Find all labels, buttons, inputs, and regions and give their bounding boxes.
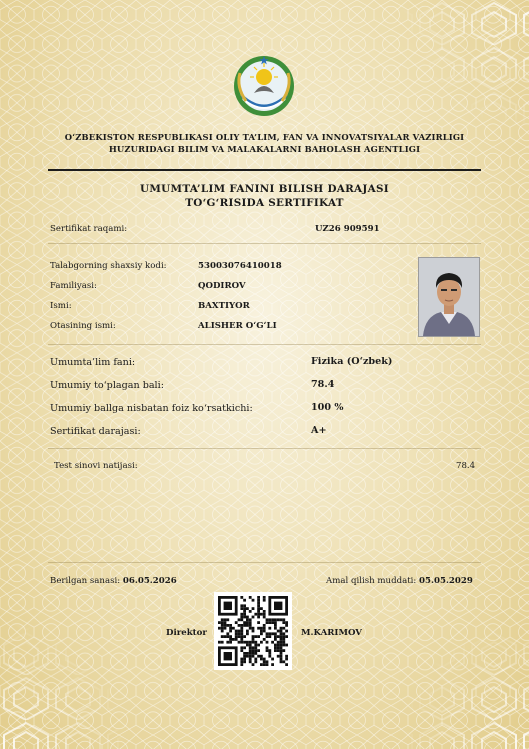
certificate-title-line-2: TO‘G‘RISIDA SERTIFIKAT xyxy=(185,197,344,209)
surname-value: QODIROV xyxy=(198,281,246,291)
valid-until-label: Amal qilish muddati: xyxy=(326,576,417,586)
percent-label: Umumiy ballga nisbatan foiz ko‘rsatkichi: xyxy=(50,403,253,414)
grade-label: Sertifikat darajasi: xyxy=(50,426,141,437)
header-divider xyxy=(48,169,481,171)
surname-label: Familiyasi: xyxy=(50,281,97,291)
issued-date-label: Berilgan sanasi: xyxy=(50,576,121,586)
score-label: Umumiy to‘plagan bali: xyxy=(50,380,164,391)
issued-date-value: 06.05.2026 xyxy=(122,576,177,586)
candidate-id-label: Talabgorning shaxsiy kodi: xyxy=(50,261,167,271)
certificate-number-label: Sertifikat raqami: xyxy=(50,224,128,234)
certificate-title-line-1: UMUMTA’LIM FANINI BILISH DARAJASI xyxy=(140,183,389,195)
director-name: M.KARIMOV xyxy=(301,628,362,638)
issued-date xyxy=(50,576,177,586)
test-result-value: 78.4 xyxy=(456,461,476,471)
divider xyxy=(48,344,481,345)
valid-until xyxy=(326,576,473,586)
subject-label: Umumta’lim fani: xyxy=(50,357,136,368)
candidate-id-value: 53003076410018 xyxy=(198,261,282,271)
certificate-number-value: UZ26 909591 xyxy=(315,224,380,234)
divider xyxy=(48,448,481,449)
director-label: Direktor xyxy=(166,628,207,638)
name-value: BAXTIYOR xyxy=(198,301,250,311)
grade-value: A+ xyxy=(311,425,327,436)
patronymic-label: Otasining ismi: xyxy=(50,321,116,331)
candidate-photo xyxy=(418,257,480,337)
test-result-label: Test sinovi natijasi: xyxy=(54,461,138,471)
score-value: 78.4 xyxy=(311,379,335,390)
divider xyxy=(48,243,481,244)
divider xyxy=(48,562,481,563)
qr-code-icon xyxy=(214,592,292,670)
percent-value: 100 % xyxy=(311,402,344,413)
agency-line-1: O‘ZBEKISTON RESPUBLIKASI OLIY TA’LIM, FAN VA INNOVATSIYALAR VAZIRLIGI xyxy=(64,132,465,142)
valid-until-value: 05.05.2029 xyxy=(419,576,473,586)
patronymic-value: ALISHER O‘G‘LI xyxy=(198,321,277,331)
name-label: Ismi: xyxy=(50,301,72,311)
state-emblem-icon xyxy=(232,53,296,119)
subject-value: Fizika (O‘zbek) xyxy=(311,356,393,367)
agency-line-2: HUZURIDAGI BILIM VA MALAKALARNI BAHOLASH AGENTLIGI xyxy=(108,144,421,154)
